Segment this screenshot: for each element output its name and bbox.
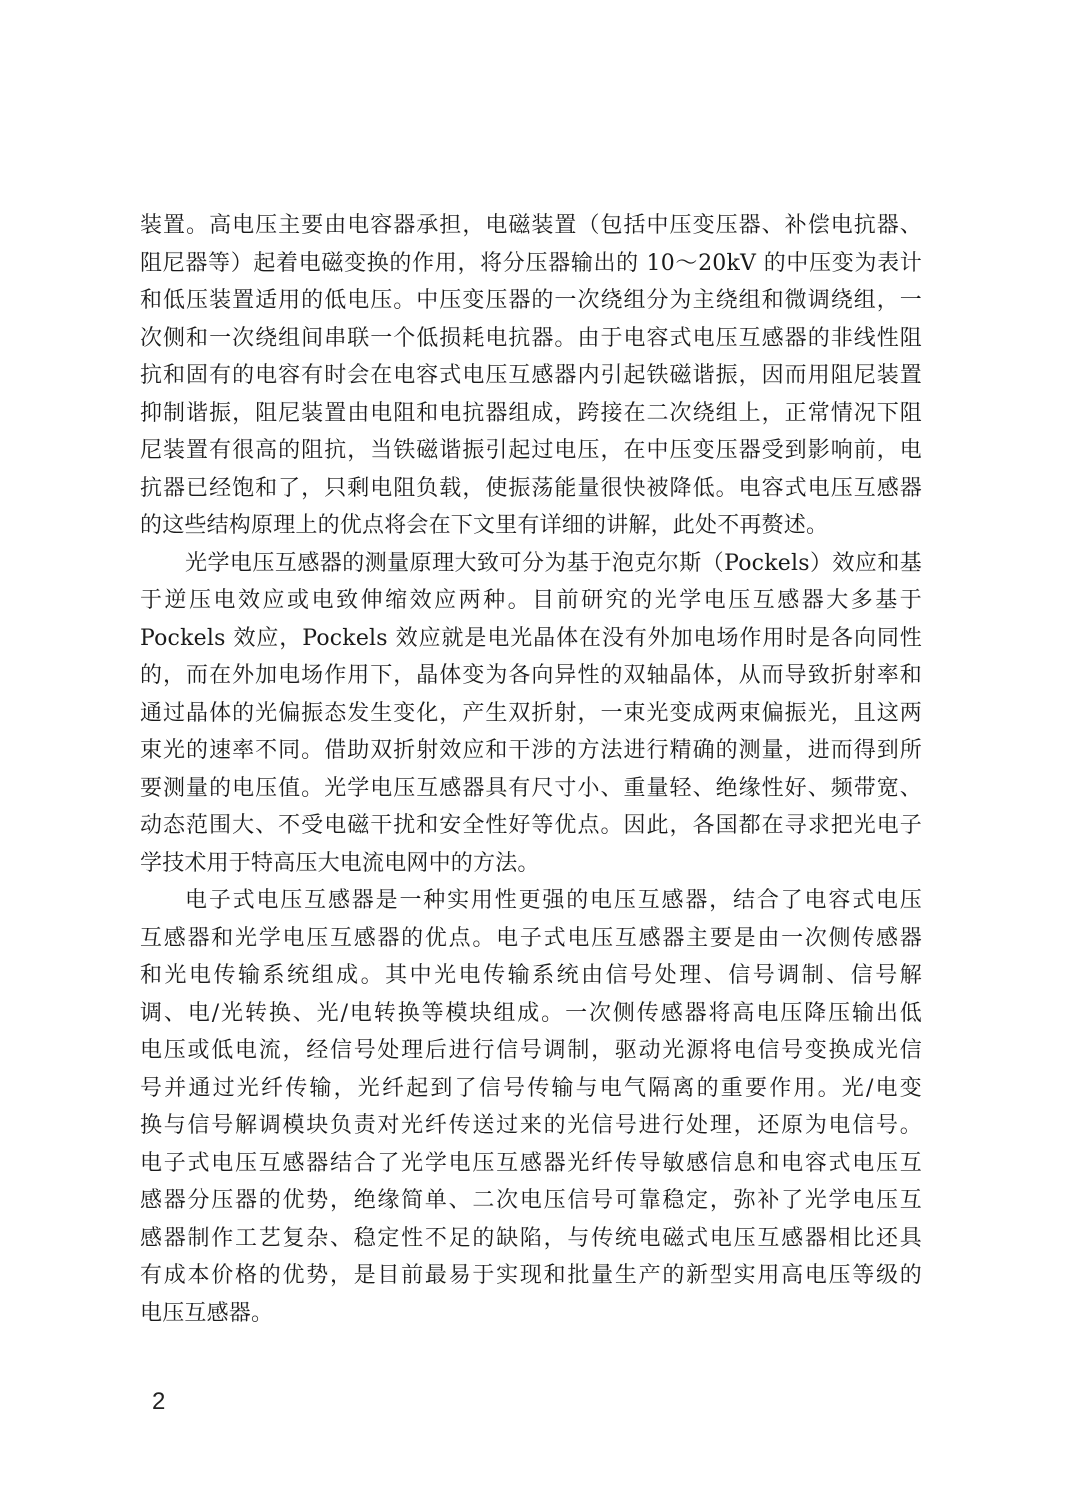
text-line: 抑制谐振，阻尼装置由电阻和电抗器组成，跨接在二次绕组上，正常情况下阻 [140,400,922,426]
text-line: 和低压装置适用的低电压。中压变压器的一次绕组分为主绕组和微调绕组，一 [140,288,922,313]
text-line: 的这些结构原理上的优点将会在下文里有详细的讲解，此处不再赘述。 [140,513,829,538]
text-line: 电子式电压互感器是一种实用性更强的电压互感器，结合了电容式电压 [185,888,922,913]
text-line: 的，而在外加电场作用下，晶体变为各向异性的双轴晶体，从而导致折射率和 [140,663,922,688]
text-line: 装置。高电压主要由电容器承担，电磁装置（包括中压变压器、补偿电抗器、 [140,213,922,238]
text-line: 动态范围大、不受电磁干扰和安全性好等优点。因此，各国都在寻求把光电子 [140,813,922,838]
text-line: 要测量的电压值。光学电压互感器具有尺寸小、重量轻、绝缘性好、频带宽、 [140,775,922,801]
text-line: 次侧和一次绕组间串联一个低损耗电抗器。由于电容式电压互感器的非线性阻 [140,325,922,351]
text-line: 抗和固有的电容有时会在电容式电压互感器内引起铁磁谐振，因而用阻尼装置 [140,363,922,388]
text-line: 互感器和光学电压互感器的优点。电子式电压互感器主要是由一次侧传感器 [140,925,922,951]
text-line: 通过晶体的光偏振态发生变化，产生双折射，一束光变成两束偏振光，且这两 [140,700,922,726]
text-line: 有成本价格的优势，是目前最易于实现和批量生产的新型实用高电压等级的 [140,1263,922,1288]
text-line: 尼装置有很高的阻抗，当铁磁谐振引起过电压，在中压变压器受到影响前，电 [140,438,922,463]
text-line: 和光电传输系统组成。其中光电传输系统由信号处理、信号调制、信号解 [140,963,922,988]
text-line: Pockels 效应，Pockels 效应就是电光晶体在没有外加电场作用时是各向同性 [140,625,922,651]
text-line: 于逆压电效应或电致伸缩效应两种。目前研究的光学电压互感器大多基于 [140,588,922,613]
text-line: 感器分压器的优势，绝缘简单、二次电压信号可靠稳定，弥补了光学电压互 [140,1188,922,1213]
text-line: 换与信号解调模块负责对光纤传送过来的光信号进行处理，还原为电信号。 [140,1113,922,1138]
text-line: 电压互感器。 [140,1300,274,1326]
text-line: 调、电/光转换、光/电转换等模块组成。一次侧传感器将高电压降压输出低 [140,1000,922,1026]
text-line: 光学电压互感器的测量原理大致可分为基于泡克尔斯（Pockels）效应和基 [185,550,922,576]
text-line: 电子式电压互感器结合了光学电压互感器光纤传导敏感信息和电容式电压互 [140,1150,922,1176]
text-line: 感器制作工艺复杂、稳定性不足的缺陷，与传统电磁式电压互感器相比还具 [140,1225,922,1251]
text-line: 学技术用于特高压大电流电网中的方法。 [140,850,540,876]
text-line: 抗器已经饱和了，只剩电阻负载，使振荡能量很快被降低。电容式电压互感器 [140,475,922,501]
page-number: 2 [152,1388,166,1415]
text-line: 阻尼器等）起着电磁变换的作用，将分压器输出的 10～20kV 的中压变为表计 [140,250,922,276]
text-line: 电压或低电流，经信号处理后进行信号调制，驱动光源将电信号变换成光信 [140,1038,922,1063]
text-line: 号并通过光纤传输，光纤起到了信号传输与电气隔离的重要作用。光/电变 [140,1075,922,1101]
text-line: 束光的速率不同。借助双折射效应和干涉的方法进行精确的测量，进而得到所 [140,738,922,763]
body-text [140,207,922,1332]
